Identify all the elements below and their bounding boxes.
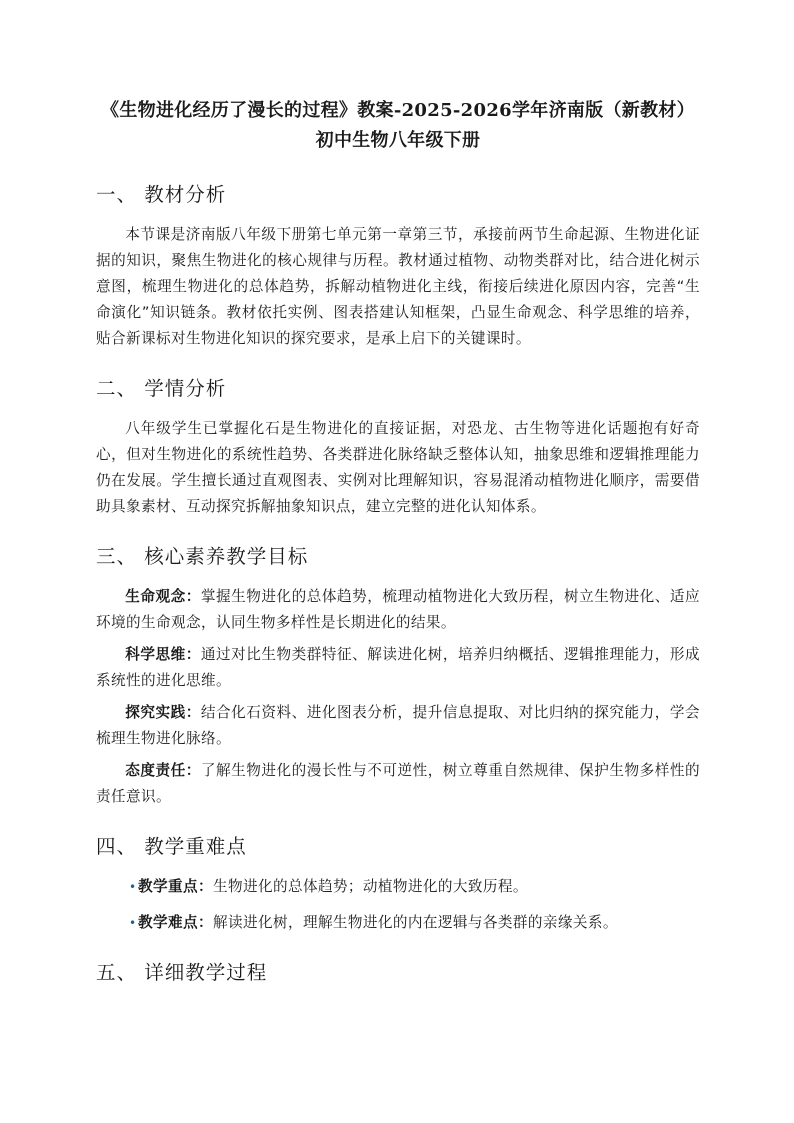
goal-text: 了解生物进化的漫长性与不可逆性，树立尊重自然规律、保护生物多样性的责任意识。 bbox=[96, 762, 700, 805]
goal-label: 探究实践： bbox=[125, 704, 201, 721]
key-points-list bbox=[96, 874, 700, 936]
section-heading: 二、 学情分析 bbox=[96, 377, 227, 400]
goal-label: 态度责任： bbox=[125, 762, 201, 779]
section-paragraph: 本节课是济南版八年级下册第七单元第一章第三节，承接前两节生命起源、生物进化证据的知识，聚焦生物进化的核心规律与历程。教材通过植物、动物类群对比，结合进化树示意图，梳理生物进化的总体趋势，拆解动植物进化主线，衔接后续进化原因内容，完善“生命演化”知识链条。教材依托实例、图表搭建认知框架，凸显生命观念、科学思维的培养，贴合新课标对生物进化知识的探究要求，是承上启下的关键课时。 bbox=[96, 226, 700, 347]
bullet-text bbox=[130, 874, 528, 900]
bullet-label: 教学难点： bbox=[138, 914, 213, 931]
section-teaching-goals bbox=[96, 542, 700, 810]
section-heading: 四、 教学重难点 bbox=[96, 835, 247, 858]
goal-text: 结合化石资料、进化图表分析，提升信息提取、对比归纳的探究能力，学会梳理生物进化脉络。 bbox=[96, 704, 700, 747]
section-heading: 五、 详细教学过程 bbox=[96, 961, 268, 984]
section-textbook-analysis bbox=[96, 180, 700, 352]
goal-item bbox=[96, 584, 700, 636]
document-title: 《生物进化经历了漫长的过程》教案-2025-2026学年济南版（新教材）初中生物八年级下册 bbox=[101, 100, 695, 151]
section-heading: 三、 核心素养教学目标 bbox=[96, 545, 309, 568]
section-student-analysis bbox=[96, 374, 700, 520]
goal-item bbox=[96, 758, 700, 810]
bullet-text bbox=[130, 910, 618, 936]
section-heading: 一、 教材分析 bbox=[96, 183, 227, 206]
bullet-content: 生物进化的总体趋势；动植物进化的大致历程。 bbox=[212, 878, 528, 895]
goal-label: 生命观念： bbox=[125, 588, 201, 605]
goal-text: 掌握生物进化的总体趋势，梳理动植物进化大致历程，树立生物进化、适应环境的生命观念，认同生物多样性是长期进化的结果。 bbox=[96, 588, 700, 631]
document-page bbox=[96, 96, 700, 1010]
section-paragraph: 八年级学生已掌握化石是生物进化的直接证据，对恐龙、古生物等进化话题抱有好奇心，但对生物进化的系统性趋势、各类群进化脉络缺乏整体认知，抽象思维和逻辑推理能力仍在发展。学生擅长通过直观图表、实例对比理解知识，容易混淆动植物进化顺序，需要借助具象素材、互动探究拆解抽象知识点，建立完整的进化认知体系。 bbox=[96, 420, 700, 515]
list-item: • 教学重点：生物进化的总体趋势；动植物进化的大致历程。 bbox=[96, 874, 700, 900]
section-teaching-process bbox=[96, 958, 700, 988]
goal-label: 科学思维： bbox=[125, 646, 201, 663]
list-item: • 教学难点：解读进化树，理解生物进化的内在逻辑与各类群的亲缘关系。 bbox=[96, 910, 700, 936]
goal-item bbox=[96, 700, 700, 752]
bullet-label: 教学重点： bbox=[138, 878, 213, 895]
goal-item bbox=[96, 642, 700, 694]
goal-text: 通过对比生物类群特征、解读进化树，培养归纳概括、逻辑推理能力，形成系统性的进化思维。 bbox=[96, 646, 700, 689]
bullet-content: 解读进化树，理解生物进化的内在逻辑与各类群的亲缘关系。 bbox=[212, 914, 618, 931]
section-key-points bbox=[96, 832, 700, 936]
